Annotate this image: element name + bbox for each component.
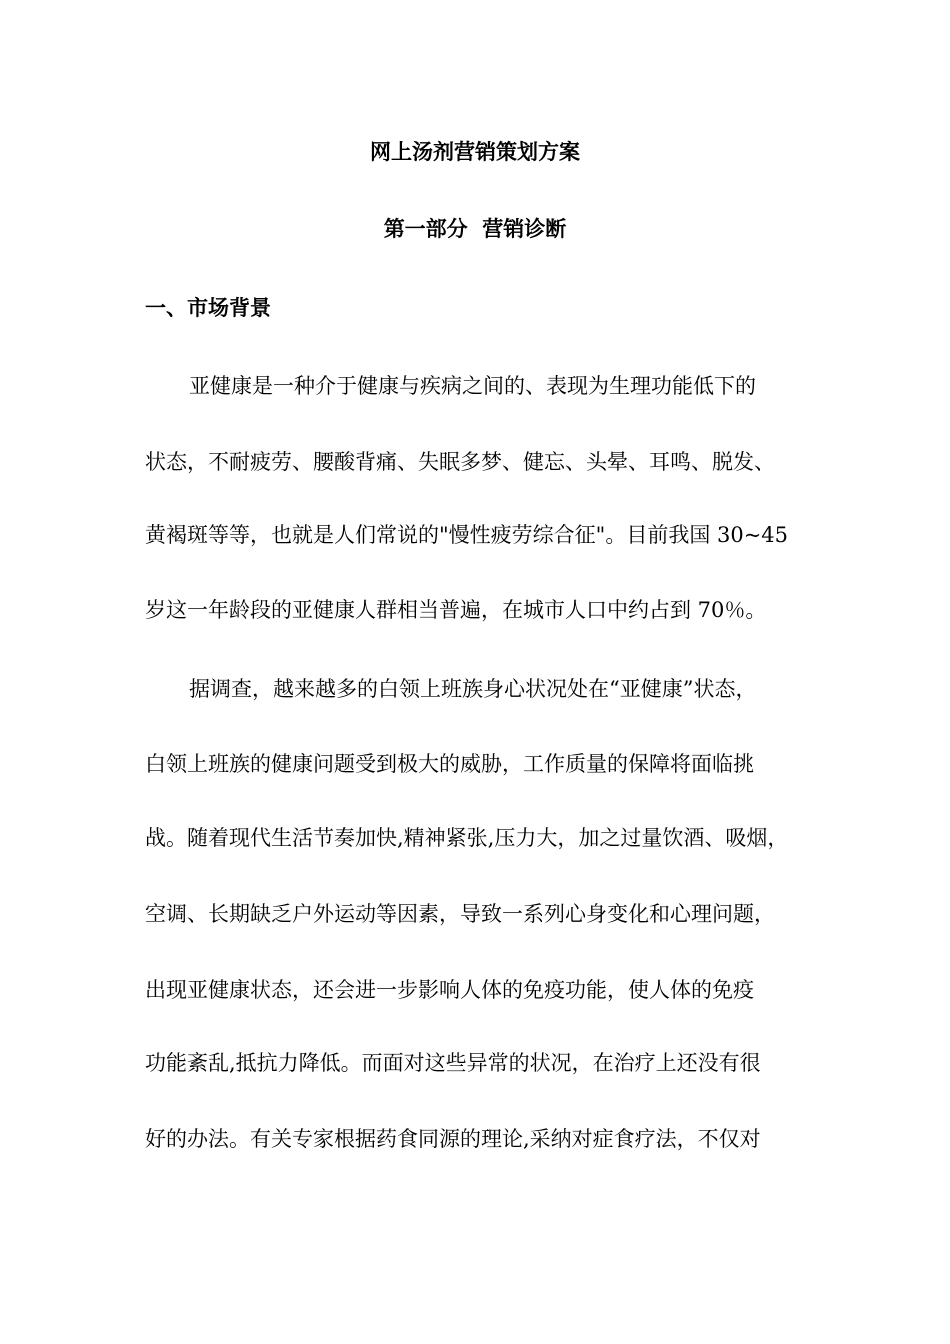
document-title: 网上汤剂营销策划方案 (370, 139, 580, 164)
paragraph-line: 岁这一年龄段的亚健康人群相当普遍，在城市人口中约占到 70％。 (145, 598, 767, 622)
paragraph-line: 状态，不耐疲劳、腰酸背痛、失眠多梦、健忘、头晕、耳鸣、脱发、 (145, 450, 775, 474)
paragraph-line: 黄褐斑等等，也就是人们常说的"慢性疲劳综合征"。目前我国 30~45 (145, 523, 789, 547)
paragraph-line: 亚健康是一种介于健康与疾病之间的、表现为生理功能低下的 (189, 374, 756, 398)
paragraph-line: 空调、长期缺乏户外运动等因素，导致一系列心身变化和心理问题， (145, 902, 775, 926)
paragraph-line: 战。随着现代生活节奏加快,精神紧张,压力大，加之过量饮酒、吸烟， (145, 826, 789, 850)
section-heading: 一、市场背景 (145, 295, 271, 320)
paragraph-line: 好的办法。有关专家根据药食同源的理论,采纳对症食疗法，不仅对 (145, 1127, 761, 1151)
paragraph-line: 功能紊乱,抵抗力降低。而面对这些异常的状况，在治疗上还没有很 (145, 1051, 761, 1075)
paragraph-line: 出现亚健康状态，还会进一步影响人体的免疫功能，使人体的免疫 (145, 978, 754, 1002)
paragraph-line: 据调查，越来越多的白领上班族身心状况处在“亚健康”状态， (189, 677, 757, 701)
paragraph-line: 白领上班族的健康问题受到极大的威胁，工作质量的保障将面临挑 (145, 752, 754, 776)
part-title: 第一部分 营销诊断 (383, 216, 567, 241)
